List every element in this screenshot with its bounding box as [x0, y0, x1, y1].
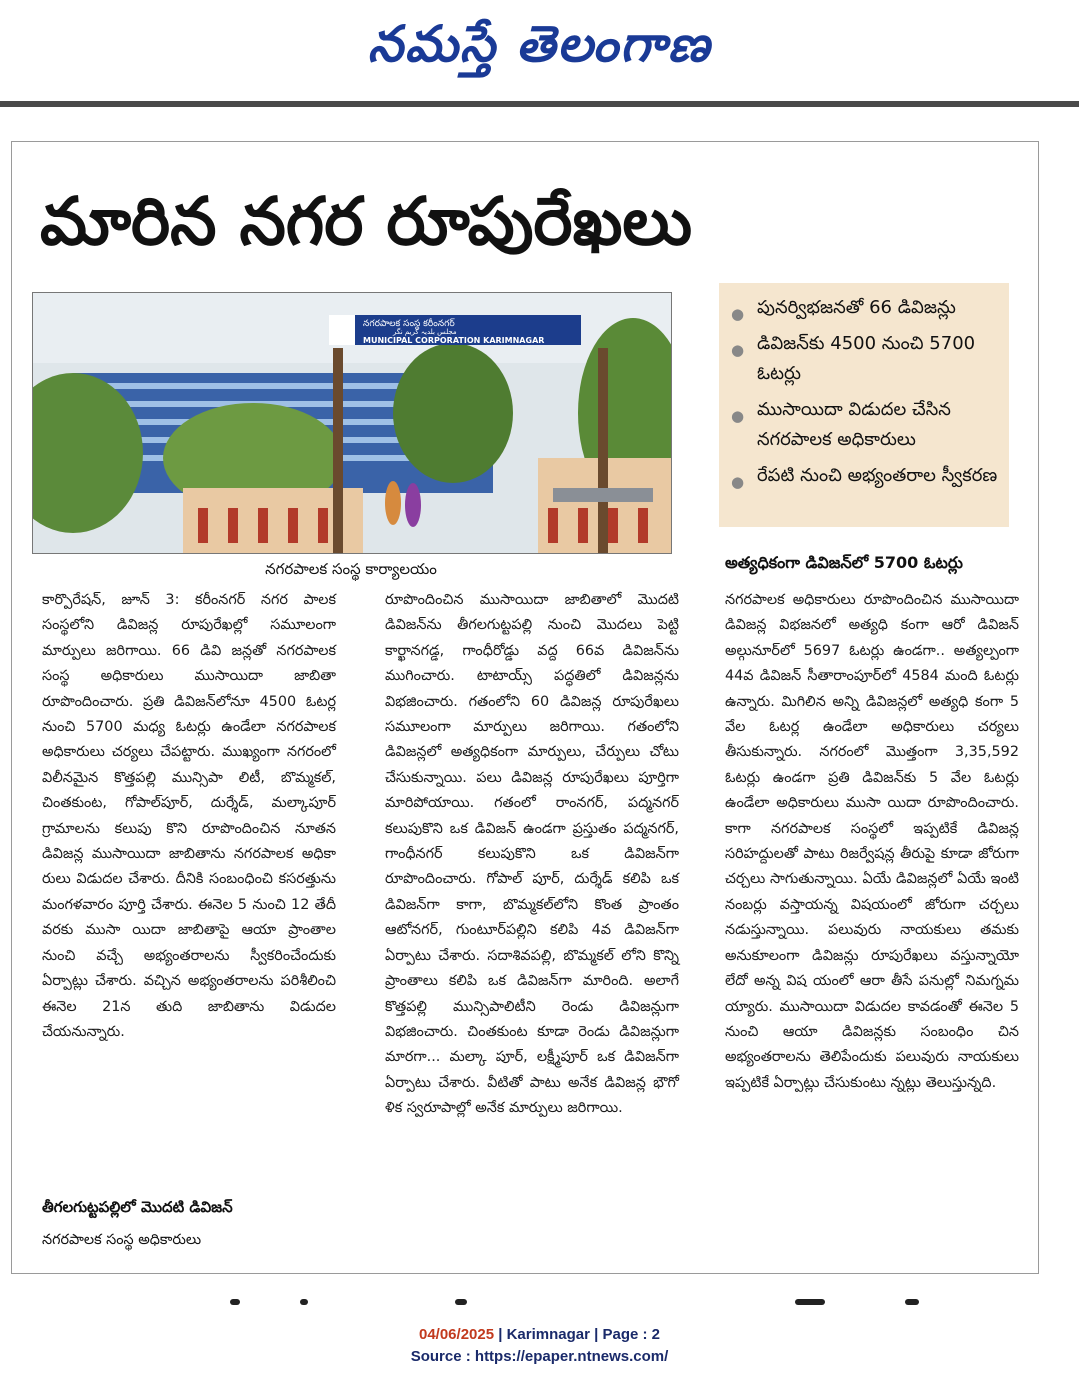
- highlight-item: ● డివిజన్‌కు 4500 నుంచి 5700 ఓటర్లు: [731, 333, 976, 384]
- masthead: [0, 0, 1079, 100]
- column-3-text: నగరపాలక అధికారులు రూపొందించిన ముసాయిదా డివిజన్ల విభజనలో అత్యధి కంగా ఆరో డివిజన్ అల్గునూర్‌లో 5697 ఓటర్లు ఉండగా.. అత్యల్పంగా 44వ డివిజన్ సీతారాంపూర్‌లో 4584 మంది ఓటర్లు ఉన్నారు. మిగిలిన అన్ని డివిజన్లలో అత్యధి కంగా 5 వేల ఓటర్ల ఉండేలా అధికారులు చర్యలు తీసుకున్నారు. నగరంలో మొత్తంగా 3,35,592 ఓటర్లు ఉండగా ప్రతి డివిజన్‌కు 5 వేల ఓటర్లు ఉండేలా అధికారులు ముసా యిదా రూపొందించారు. కాగా నగరపాలక సంస్థలో ఇప్పటికే డివిజన్ల సరిహద్దులతో పాటు రిజర్వేషన్ల తీరుపై కూడా జోరుగా చర్చలు సాగుతున్నాయి. ఏయే డివిజన్లలో ఏయే ఇంటి నంబర్లు వస్తాయన్న విషయంలో జోరుగా చర్చలు నడుస్తున్నాయి. పలువురు నాయకులు తమకు అనుకూలంగా డివిజన్లు రూపురేఖలు వస్తున్నాయో లేదో అన్న విష యంలో ఆరా తీసే పనుల్లో నిమగ్నమ య్యారు. ముసాయిదా విడుదల కావడంతో ఈనెల 5 నుంచి ఆయా డివిజన్లకు సంబంధిం చిన అభ్యంతరాలను తెలిపేందుకు పలువురు నాయకులు ఇప్పటికే ఏర్పాట్లు చేసుకుంటు న్నట్లు తెలుస్తున్నది.: [725, 592, 1019, 1091]
- column-2-text: రూపొందించిన ముసాయిదా జాబితాలో మొదటి డివిజన్‌ను తీగలగుట్టపల్లి నుంచి మొదలు పెట్టి కార్ఖానగడ్డ, గాంధీరోడ్డు వద్ద 66వ డివిజన్‌ను ముగించారు. టాటాయ్స్ పద్ధతిలో డివిజన్లను విభజించారు. గతంలోని 60 డివిజన్ల రూపురేఖలు సమూలంగా మార్పులు జరిగాయి. గతంలోని డివిజన్లలో అత్యధికంగా మార్పులు, చేర్పులు చోటు చేసుకున్నాయి. పలు డివిజన్ల రూపురేఖలు పూర్తిగా మారిపోయాయి. గతంలో రాంనగర్, పద్మనగర్ కలుపుకొని ఒక డివిజన్ ఉండగా ప్రస్తుతం పద్మనగర్, గాంధీనగర్ కలుపుకొని ఒక డివిజన్‌గా రూపొందించారు. గోపాల్ పూర్, దుర్శేడ్ కలిపి ఒక డివిజన్‌గా కాగా, బొమ్మకల్‌లోని కొంత ప్రాంతం ఆటోనగర్, గుంటూర్‌పల్లిని కలిపి 4వ డివిజన్‌గా ఏర్పాటు చేశారు. సదాశివపల్లి, బొమ్మకల్ లోని కొన్ని ప్రాంతాలు కలిపి ఒక డివిజన్‌గా మారింది. అలాగే కొత్తపల్లి మున్సిపాలిటీని రెండు డివిజన్లుగా విభజించారు. చింతకుంట కూడా రెండు డివిజన్లుగా మారగా... మల్కా పూర్, లక్ష్మీపూర్ ఒక డివిజన్‌గా ఏర్పాటు చేశారు. వీటితో పాటు అనేక డివిజన్ల భౌగో ళిక స్వరూపాల్లో అనేక మార్పులు జరిగాయి.: [385, 592, 679, 1117]
- highlight-item: ● పునర్విభజనతో 66 డివిజన్లు: [731, 293, 1001, 323]
- bullet-icon: ●: [731, 305, 745, 323]
- article-column-1: [42, 588, 336, 1268]
- footer-edition-line: [0, 1324, 1079, 1346]
- column-1-tail: నగరపాలక సంస్థ అధికారులు: [42, 1232, 202, 1248]
- article-headline: మారిన నగర రూపురేఖలు: [40, 183, 693, 260]
- section-heading-voters: అత్యధికంగా డివిజన్‌లో 5700 ఓటర్లు: [725, 553, 963, 572]
- bullet-icon: ●: [731, 407, 745, 425]
- highlights-box: [719, 283, 1009, 527]
- article-column-3: [725, 588, 1019, 1268]
- masthead-rule: [0, 101, 1079, 107]
- article-photo: [32, 292, 672, 554]
- highlight-item: ● రేపటి నుంచి అభ్యంతరాల స్వీకరణ: [731, 461, 1001, 491]
- municipal-office-photo: [33, 293, 671, 553]
- newspaper-logo: నమస్తే తెలంగాణ: [367, 15, 712, 73]
- highlights-list: [719, 283, 1009, 491]
- highlight-item: ● ముసాయిదా విడుదల చేసిన నగరపాలక అధికారులు: [731, 399, 951, 450]
- footer-edition-info: | Karimnagar | Page : 2: [494, 1326, 661, 1343]
- photo-caption: నగరపాలక సంస్థ కార్యాలయం: [265, 560, 437, 578]
- footer-source: Source : https://epaper.ntnews.com/: [410, 1348, 669, 1365]
- column-1-text: కార్పొరేషన్, జూన్ 3: కరీంనగర్ నగర పాలక సంస్థలోని డివిజన్ల రూపురేఖల్లో సమూలంగా మార్పులు జరిగాయి. 66 డివి జన్లతో నగరపాలక సంస్థ అధికారులు ముసాయిదా జాబితా రూపొందించారు. ప్రతి డివిజన్‌లోనూ 4500 ఓటర్ల నుంచి 5700 మధ్య ఓటర్లు ఉండేలా నగరపాలక అధికారులు చర్యలు చేపట్టారు. ముఖ్యంగా నగరంలో విలీనమైన కొత్తపల్లి మున్సిపా లిటీ, బొమ్మకల్, చింతకుంట, గోపాల్‌పూర్, దుర్శేడ్, మల్కాపూర్ గ్రామాలను కలుపు కొని రూపొందించిన నూతన డివిజన్ల ముసాయిదా జాబితాను నగరపాలక అధికా రులు విడుదల చేశారు. దీనికి సంబంధించి కసరత్తును మంగళవారం పూర్తి చేశారు. ఈనెల 5 నుంచి 12 తేదీ వరకు ముసా యిదా జాబితాపై ఆయా ప్రాంతాల నుంచి వచ్చే అభ్యంతరాలను స్వీకరించేందుకు ఏర్పాట్లు చేశారు. వచ్చిన అభ్యంతరాలను పరిశీలించి ఈనెల 21న తుది జాబితాను విడుదల చేయనున్నారు.: [42, 592, 336, 1040]
- section-heading-first-division: తీగలగుట్టపల్లిలో మొదటి డివిజన్: [42, 1198, 233, 1216]
- article-column-2: [385, 588, 679, 1268]
- bullet-icon: ●: [731, 341, 745, 359]
- sign-urdu-text: مجلس بلدیہ کریم نگر: [393, 328, 457, 336]
- sign-telugu-text: నగరపాలక సంస్థ కరీంనగర్: [363, 319, 455, 329]
- sign-english-text: MUNICIPAL CORPORATION KARIMNAGAR: [363, 336, 545, 345]
- article-clipping: [11, 141, 1039, 1274]
- bullet-icon: ●: [731, 473, 745, 491]
- cropped-next-article: [0, 1293, 1079, 1311]
- footer-date: 04/06/2025: [418, 1326, 495, 1343]
- page-footer: [0, 1324, 1079, 1368]
